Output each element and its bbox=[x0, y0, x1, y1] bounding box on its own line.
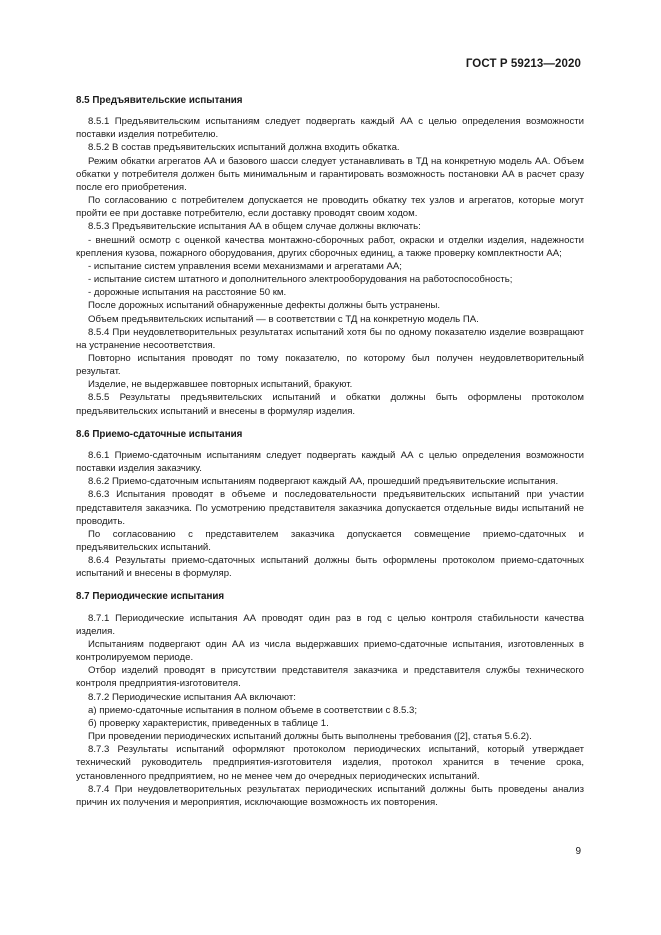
paragraph: После дорожных испытаний обнаруженные дефекты должны быть устранены. bbox=[88, 300, 441, 312]
paragraph: 8.7.3 Результаты испытаний оформляют протоколом периодических испытаний, который утверждает технический руководитель предприятия-изготовителя изделия, протокол хранится в течение срока, установленного предприятием, но не менее чем до очередных периодических испытаний. bbox=[76, 744, 584, 782]
paragraph: Режим обкатки агрегатов АА и базового шасси следует устанавливать в ТД на конкретную модель АА. Объем обкатки у потребителя должен быть минимальным и гарантировать возможность постановки АА в расчет сразу после его приобретения. bbox=[76, 155, 584, 193]
section-heading: 8.6 Приемо-сдаточные испытания bbox=[76, 428, 243, 440]
paragraph: Отбор изделий проводят в присутствии представителя заказчика и представителя службы технического контроля предприятия-изготовителя. bbox=[76, 665, 584, 690]
paragraph: 8.7.2 Периодические испытания АА включают: bbox=[88, 691, 296, 703]
paragraph: 8.6.2 Приемо-сдаточным испытаниям подвергают каждый АА, прошедший предъявительские испытания. bbox=[88, 476, 559, 488]
list-item: - внешний осмотр с оценкой качества монтажно-сборочных работ, окраски и отделки изделия, надежности крепления кузова, пожарного оборудования, других сборочных единиц, а также проверку комплектности АА; bbox=[76, 234, 584, 259]
paragraph: Изделие, не выдержавшее повторных испытаний, бракуют. bbox=[88, 379, 353, 391]
section-8-6 bbox=[76, 428, 584, 581]
paragraph: По согласованию с представителем заказчика допускается совмещение приемо-сдаточных и предъявительских испытаний. bbox=[76, 528, 584, 553]
document-standard-header: ГОСТ Р 59213—2020 bbox=[465, 58, 581, 70]
paragraph: 8.5.1 Предъявительским испытаниям следует подвергать каждый АА с целью определения возможности поставки изделия потребителю. bbox=[76, 116, 584, 141]
paragraph: 8.6.3 Испытания проводят в объеме и последовательности предъявительских испытаний при участии представителя заказчика. По усмотрению представителя заказчика допускается отдельные виды испытаний не проводить. bbox=[76, 489, 584, 527]
paragraph: 8.5.4 При неудовлетворительных результатах испытаний хотя бы по одному показателю изделие возвращают на устранение несоответствия. bbox=[76, 326, 584, 351]
list-item: - дорожные испытания на расстояние 50 км. bbox=[88, 287, 287, 299]
paragraph: При проведении периодических испытаний должны быть выполнены требования ([2], статья 5.6.2). bbox=[88, 731, 532, 743]
paragraph: 8.7.1 Периодические испытания АА проводят один раз в год с целью контроля стабильности качества изделия. bbox=[76, 612, 584, 637]
list-item: а) приемо-сдаточные испытания в полном объеме в соответствии с 8.5.3; bbox=[88, 704, 418, 716]
paragraph: 8.7.4 При неудовлетворительных результатах периодических испытаний должны быть проведены анализ причин их получения и мероприятия, исключающие возможность их повторения. bbox=[76, 783, 584, 808]
paragraph: 8.6.4 Результаты приемо-сдаточных испытаний должны быть оформлены протоколом приемо-сдаточных испытаний и внесены в формуляр. bbox=[76, 555, 584, 580]
paragraph: 8.5.2 В состав предъявительских испытаний должна входить обкатка. bbox=[88, 142, 400, 154]
section-heading: 8.7 Периодические испытания bbox=[76, 591, 225, 603]
paragraph: 8.5.5 Результаты предъявительских испытаний и обкатки должны быть оформлены протоколом предъявительских испытаний и внесены в формуляр изделия. bbox=[76, 392, 584, 417]
paragraph: Повторно испытания проводят по тому показателю, по которому был получен неудовлетворительный результат. bbox=[76, 352, 584, 378]
list-item: б) проверку характеристик, приведенных в таблице 1. bbox=[88, 717, 329, 729]
paragraph: По согласованию с потребителем допускается не проводить обкатку тех узлов и агрегатов, которые могут пройти ее при доставке потребителю, если доставку проводят своим ходом. bbox=[76, 195, 584, 220]
list-item: - испытание систем штатного и дополнительного электрооборудования на работоспособность; bbox=[88, 274, 513, 286]
list-item: - испытание систем управления всеми механизмами и агрегатами АА; bbox=[88, 260, 402, 272]
section-8-5 bbox=[76, 94, 584, 418]
paragraph: 8.5.3 Предъявительские испытания АА в общем случае должны включать: bbox=[88, 221, 421, 233]
paragraph: Объем предъявительских испытаний — в соответствии с ТД на конкретную модель ПА. bbox=[88, 313, 479, 325]
document-body bbox=[76, 94, 584, 819]
paragraph: Испытаниям подвергают один АА из числа выдержавших приемо-сдаточные испытания, изготовленных в контролируемом периоде. bbox=[76, 638, 584, 664]
section-8-7 bbox=[76, 590, 584, 809]
page-number: 9 bbox=[575, 846, 581, 857]
paragraph: 8.6.1 Приемо-сдаточным испытаниям следует подвергать каждый АА с целью определения возможности поставки изделия заказчику. bbox=[76, 449, 584, 475]
section-heading: 8.5 Предъявительские испытания bbox=[76, 95, 243, 106]
